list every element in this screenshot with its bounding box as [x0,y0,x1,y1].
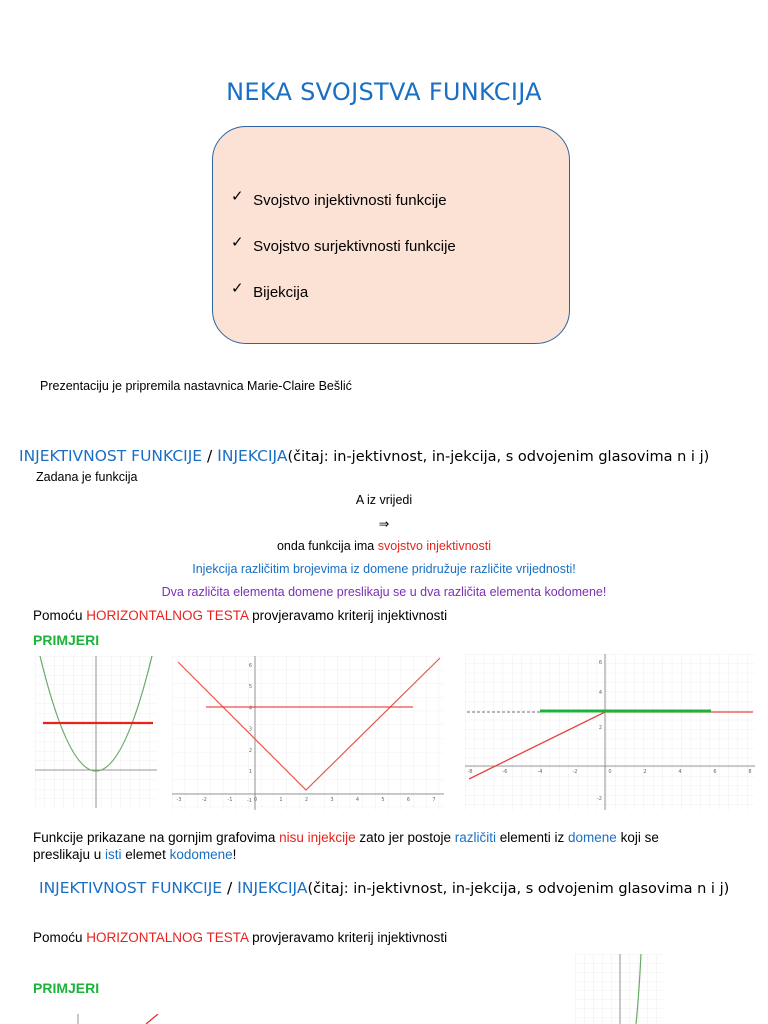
check-icon: ✓ [231,280,244,297]
then-text [0,539,768,553]
conclusion-part: isti [105,847,122,862]
parabola-graph [35,656,157,808]
tick-label: 4 [678,769,682,775]
topic-label: Svojstvo injektivnosti funkcije [253,192,447,209]
tick-label: 3 [330,797,334,803]
condition-text: A iz vrijedi [355,493,413,507]
conclusion-part: koji se [616,830,659,845]
topic-item [231,188,447,209]
heading-rest: NJEKCIJA [241,879,308,897]
tick-label: 0 [253,797,258,803]
tick-label: 6 [248,663,252,669]
grid [172,656,444,810]
tick-label: 2 [643,769,647,775]
tick-label: -4 [537,769,543,775]
implies-symbol: ⇒ [378,517,390,531]
test-suffix: provjeravamo kriterij injektivnosti [248,930,448,945]
conclusion-part: domene [568,830,617,845]
tick-label: 5 [248,684,252,691]
tick-label: 8 [748,769,752,775]
tick-label: 3 [248,726,252,733]
tick-label: -1 [247,798,252,805]
tick-label: -2 [202,797,207,803]
heading-note: (čitaj: in-jektivnost, in-jekcija, s odvojenim glasovima n i j) [287,449,710,465]
tick-label: 2 [304,797,309,803]
heading-rest: NJEKCIJA [221,447,288,465]
tick-label: 2 [598,725,602,731]
check-icon: ✓ [231,234,244,251]
tick-label: -3 [176,797,182,803]
slide3-heading [39,878,729,897]
tick-label: 4 [598,690,602,696]
tick-label: 1 [279,797,283,803]
grid [575,954,663,1024]
tick-label: 4 [248,705,252,712]
grid [465,654,755,810]
tick-label: 2 [248,747,252,754]
tick-label: 6 [406,797,411,803]
heading-main: INJEKTIVNOST FUNKCIJE [19,447,203,465]
then-property: svojstvo injektivnosti [377,539,491,553]
author-note: Prezentaciju je pripremila nastavnica Marie-Claire Bešlić [40,379,352,393]
topics-box [212,126,570,344]
definition-blue: Injekcija različitim brojevima iz domene pridružuje različite vrijednosti! [192,562,576,576]
partial-graph-right [575,954,663,1024]
tick-label: 6 [598,660,602,666]
examples-label: PRIMJERI [33,980,100,996]
slide1-title: NEKA SVOJSTVA FUNKCIJA [226,78,542,106]
tick-label: -6 [502,769,508,775]
conclusion-part: zato jer postoje [355,830,455,845]
tick-label: -2 [597,796,602,802]
heading-slash: / [222,879,238,897]
heading-initial: I [217,446,222,465]
piecewise-graph [465,654,755,810]
absolute-value-graph [172,656,444,810]
conclusion-part: elemet [121,847,170,862]
test-prefix: Pomoću [33,608,87,623]
tick-label: 4 [355,797,360,803]
test-suffix: provjeravamo kriterij injektivnosti [248,608,448,623]
topic-item [231,280,309,301]
tick-label: 1 [248,769,252,775]
partial-graph-left [36,1014,186,1024]
conclusion-part: nisu injekcije [279,830,356,845]
check-icon: ✓ [231,188,244,205]
slide2-heading [19,446,709,465]
topic-item [231,234,456,255]
definition-purple: Dva različita elementa domene preslikaju se u dva različita elementa kodomene! [161,585,607,599]
tick-label: 6 [713,769,717,775]
tick-label: -2 [572,769,578,775]
conclusion-part: elementi iz [496,830,569,845]
conclusion-part: Funkcije prikazane na gornjim grafovima [33,830,280,845]
test-prefix: Pomoću [33,930,87,945]
curve [146,1014,158,1024]
conclusion-part: preslikaju u [33,847,106,862]
tick-label: 5 [381,797,385,803]
test-highlight: HORIZONTALNOG TESTA [86,608,249,623]
then-prefix: onda funkcija ima [276,539,378,553]
tick-label: 7 [432,797,436,803]
tick-label: -1 [227,797,233,803]
test-line [33,930,447,945]
test-highlight: HORIZONTALNOG TESTA [86,930,249,945]
topic-label: Svojstvo surjektivnosti funkcije [253,238,456,255]
heading-initial: I [237,878,242,897]
conclusion-part: različiti [454,830,496,845]
conclusion-part: kodomene [169,847,233,862]
given-text: Zadana je funkcija [36,470,138,484]
examples-label: PRIMJERI [33,632,100,648]
tick-label: 0 [608,769,612,775]
heading-slash: / [202,447,218,465]
tick-label: -8 [467,769,473,775]
conclusion-part: ! [232,847,237,862]
heading-main: INJEKTIVNOST FUNKCIJE [39,879,223,897]
heading-note: (čitaj: in-jektivnost, in-jekcija, s odvojenim glasovima n i j) [307,881,730,897]
test-line [33,608,447,623]
topic-label: Bijekcija [253,284,309,301]
conclusion-text [33,829,733,863]
